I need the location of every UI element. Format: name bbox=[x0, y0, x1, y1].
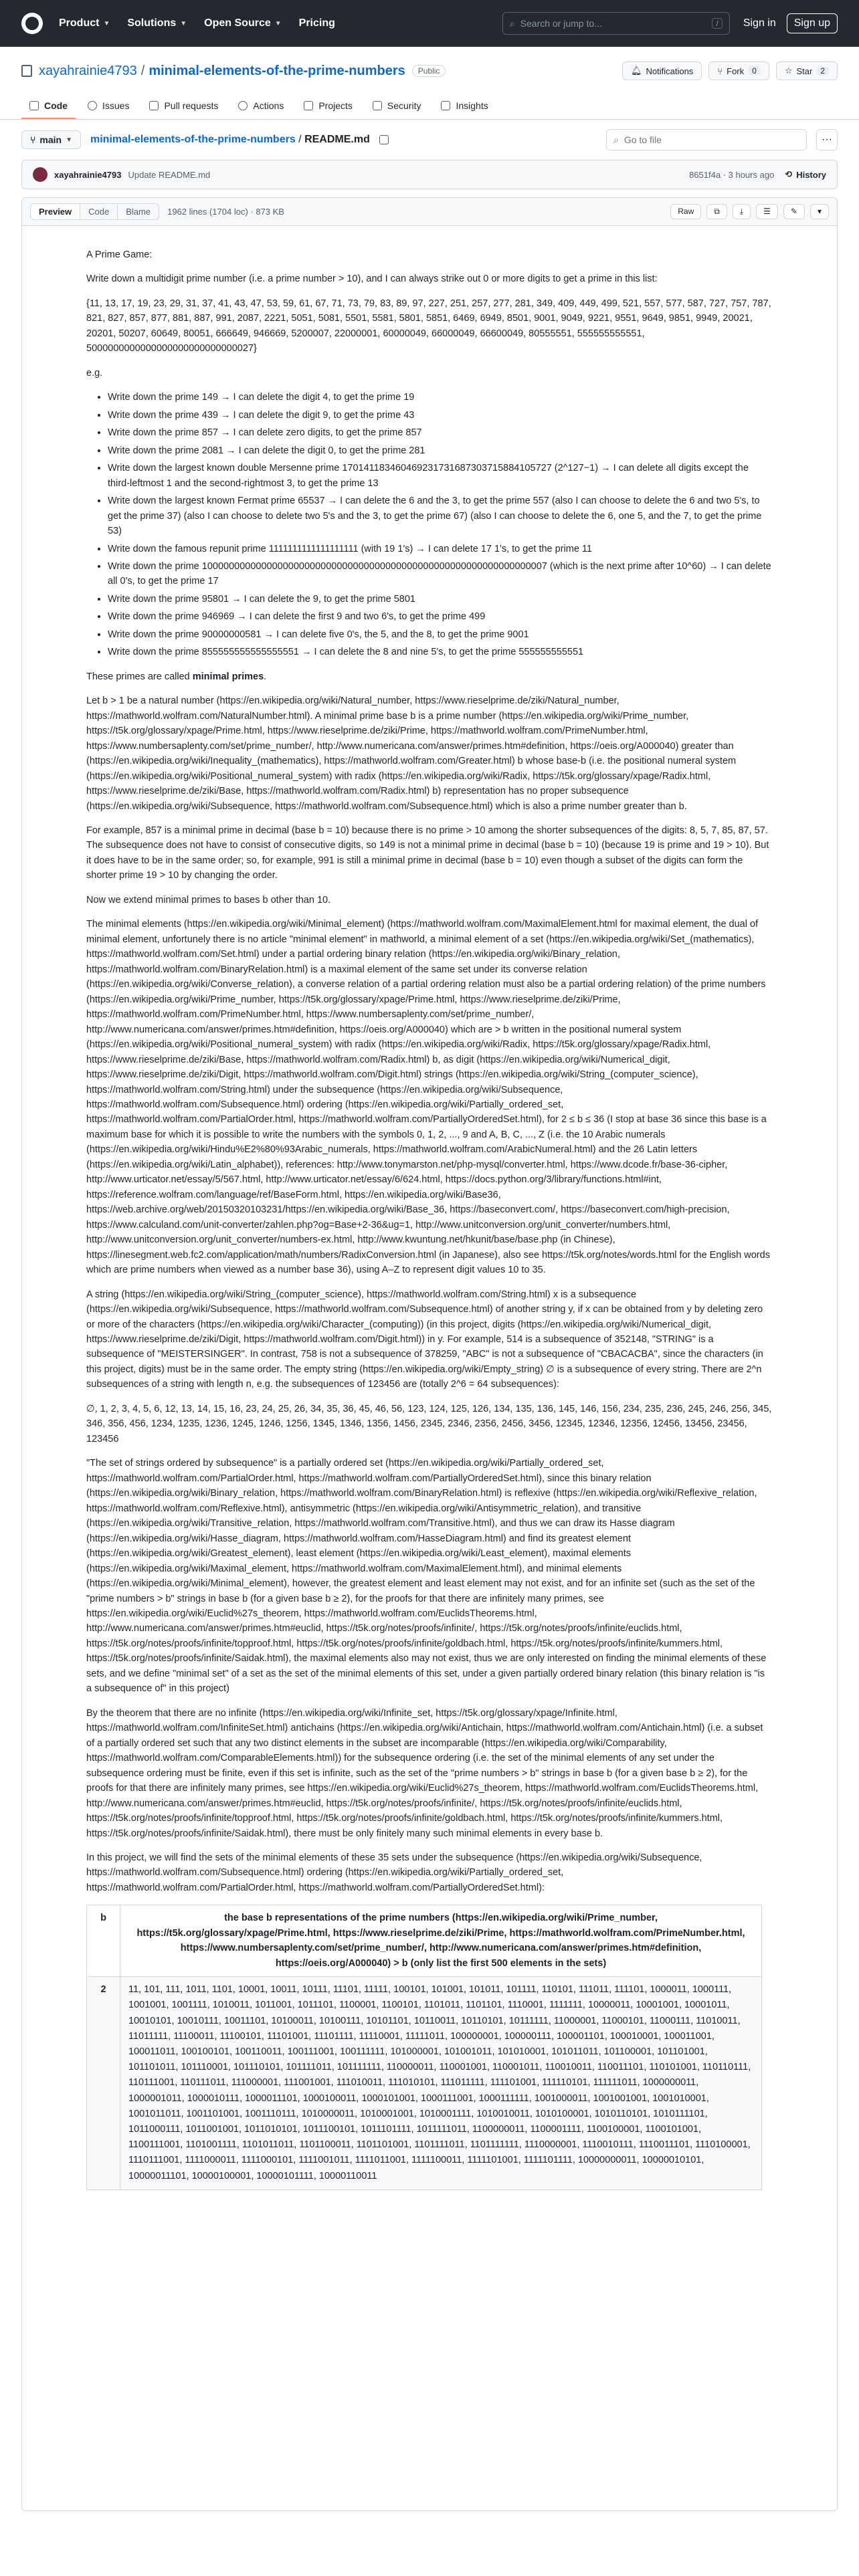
copy-raw-icon[interactable]: ⧉ bbox=[706, 204, 727, 219]
history-link[interactable]: ⟲ History bbox=[785, 169, 826, 180]
view-mode-switch bbox=[30, 203, 159, 220]
minimal-elements-paragraph: The minimal elements (https://en.wikipedia.org/wiki/Minimal_element) (https://mathworld.wolfram.com/MaximalElement.html for maximal element, the dual of minimal element, unfortunely there is no article "minimal element" in mathworld, a minimal element of a set (https://en.wikipedia.org/wiki/Set_(mathematics), https://mathworld.wolfram.com/Set.html) under a partial ordering binary relation (https://en.wikipedia.org/wiki/Binary_relation, https://mathworld.wolfram.com/BinaryRelation.html) is a maximal element of the same set under its converse relation (https://en.wikipedia.org/wiki/Converse_relation), a converse relation of a partial ordering relation must also be a partial ordering relation) of the prime numbers (https://en.wikipedia.org/wiki/Prime_number, https://t5k.org/glossary/xpage/Prime.html, https://www.rieselprime.de/ziki/Prime, https://mathworld.wolfram.com/PrimeNumber.html, https://www.numbersaplenty.com/set/prime_number/, http://www.numericana.com/answer/primes.htm#definition, https://oeis.org/A000040) which are > b written in the positional numeral system (https://en.wikipedia.org/wiki/Positional_numeral_system) with radix (https://en.wikipedia.org/wiki/Radix, https://t5k.org/glossary/xpage/Radix.html, https://www.rieselprime.de/ziki/Base, https://mathworld.wolfram.com/Radix.html) b, as digit (https://en.wikipedia.org/wiki/Numerical_digit, https://www.rieselprime.de/ziki/Digit, https://mathworld.wolfram.com/Digit.html) strings (https://en.wikipedia.org/wiki/String_(computer_science), https://mathworld.wolfram.com/String.html) under the subsequence (https://en.wikipedia.org/wiki/Subsequence, https://mathworld.wolfram.com/Subsequence.html) ordering (https://en.wikipedia.org/wiki/Partially_ordered_set, https://mathworld.wolfram.com/PartialOrder.html, https://mathworld.wolfram.com/PartiallyOrderedSet.html), for 2 ≤ b ≤ 36 (I stop at base 36 since this base is a maximum base for which it is possible to write the numbers with the symbols 0, 1, 2, ..., 9 and A, B, C, ..., Z (i.e. the 10 Arabic numerals (https://en.wikipedia.org/wiki/Hindu%E2%80%93Arabic_numerals, https://mathworld.wolfram.com/ArabicNumeral.html) and the 26 Latin letters (https://en.wikipedia.org/wiki/Latin_alphabet)), references: http://www.tonymarston.net/php-mysql/converter.html, https://www.dcode.fr/base-36-cipher, http://www.urticator.net/essay/5/567.html, http://www.urticator.net/essay/6/624.html, https://docs.python.org/3/library/functions.html#int, https://reference.wolfram.com/language/ref/BaseForm.html, https://en.wikipedia.org/wiki/Base36, https://web.archive.org/web/20150320103231/https://en.wikipedia.org/wiki/Base_36, https://baseconvert.com/, https://baseconvert.com/high-precision, https://www.calculand.com/unit-converter/zahlen.php?og=Base+2-36&ug=1, http://www.unitconversion.org/unit_converter/numbers.html, http://www.unitconversion.org/unit_converter/numbers-ex.html, http://www.kwuntung.net/hkunit/base/base.php (in Chinese), https://linesegment.web.fc2.com/application/math/numbers/RadixConversion.html (in Japanese), also see https://t5k.org/notes/words.html for the English words which are prime numbers when viewed as a number base 36), using A–Z to represent digit values 10 to 35. bbox=[86, 919, 770, 1276]
download-icon[interactable]: ⤓ bbox=[733, 204, 751, 219]
commit-hash-time: 8651f4a · 3 hours ago bbox=[689, 169, 775, 180]
subsequences-paragraph: ∅, 1, 2, 3, 4, 5, 6, 12, 13, 14, 15, 16, 23, 24, 25, 26, 34, 35, 36, 45, 46, 56, 123, 124, 125, 126, 134, 135, 136, 145, 146, 156, 234, 235, 236, 245, 246, 256, 345, 346, 356, 456, 1234, 1235, 1236, 1245, 1246, 1256, 1345, 1346, 1356, 1456, 2345, 2346, 2356, 2456, 3456, 12345, 12346, 12356, 12456, 13456, 23456, 123456 bbox=[86, 1403, 772, 1444]
table-cell-base: 2 bbox=[87, 1977, 120, 2189]
chevron-down-icon: ▼ bbox=[103, 19, 110, 27]
repo-tabs bbox=[21, 94, 838, 119]
breadcrumb-repo-link[interactable]: minimal-elements-of-the-prime-numbers bbox=[90, 134, 296, 145]
list-item: • Write down the largest known Fermat prime 65537 → I can delete the 6 and the 3, to get the prime 557 (also I can choose to delete the 6 and two 5's, to get the prime 37) (also I can choose to delete two 5's and the 3, to get the prime 67) (also I can choose to delete the 6, one 5, and the 7, to get the prime 53) bbox=[108, 494, 773, 538]
play-icon bbox=[238, 101, 248, 110]
commit-message-link[interactable]: Update README.md bbox=[128, 169, 211, 180]
ordering-paragraph: "The set of strings ordered by subsequence" is a partially ordered set (https://en.wikipedia.org/wiki/Partially_ordered_set, https://mathworld.wolfram.com/PartialOrder.html, https://mathworld.wolfram.com/PartiallyOrderedSet.html), since this binary relation (https://en.wikipedia.org/wiki/Binary_relation, https://mathworld.wolfram.com/BinaryRelation.html) is reflexive (https://en.wikipedia.org/wiki/Reflexive_relation, https://mathworld.wolfram.com/Reflexive.html), antisymmetric (https://en.wikipedia.org/wiki/Antisymmetric_relation), and transitive (https://en.wikipedia.org/wiki/Transitive_relation, https://mathworld.wolfram.com/Transitive.html), and thus we can draw its Hasse diagram (https://en.wikipedia.org/wiki/Hasse_diagram, https://mathworld.wolfram.com/HasseDiagram.html) and find its greatest element (https://en.wikipedia.org/wiki/Greatest_element), least element (https://en.wikipedia.org/wiki/Least_element), maximal elements (https://en.wikipedia.org/wiki/Maximal_element, https://mathworld.wolfram.com/MaximalElement.html), and minimal elements (https://en.wikipedia.org/wiki/Minimal_element), however, the greatest element and least element may not exist, and for an infinite set (such as the set of the "prime numbers > b" strings in base b (for a given base b ≥ 2), for the proofs for that there are infinitely many primes, see https://en.wikipedia.org/wiki/Euclid%27s_theorem, https://mathworld.wolfram.com/EuclidsTheorems.html, http://www.numericana.com/answer/primes.htm#euclid, https://t5k.org/notes/proofs/infinite/, https://t5k.org/notes/proofs/infinite/euclids.html, https://t5k.org/notes/proofs/infinite/topproof.html, https://t5k.org/notes/proofs/infinite/goldbach.html, https://t5k.org/notes/proofs/infinite/kummers.html, https://t5k.org/notes/proofs/infinite/Saidak.html), the maximal elements also may not exist, thus we are only interested on finding the minimal elements of these sets, and we define "minimal set" of a set as the set of the minimal elements of this set, under a given partially ordered binary relation (this binary relation is "is a subsequence of" in this project) bbox=[86, 1458, 767, 1695]
tab-issues[interactable]: Issues bbox=[80, 94, 137, 119]
project-paragraph: In this project, we will find the sets of the minimal elements of these 35 sets under the subsequence (https://en.wikipedia.org/wiki/Subsequence, https://mathworld.wolfram.com/Subsequence.html) ordering (https://en.wikipedia.org/wiki/Partially_ordered_set, https://mathworld.wolfram.com/PartialOrder.html, https://mathworld.wolfram.com/PartiallyOrderedSet.html): bbox=[86, 1852, 702, 1893]
intro-title: A Prime Game: bbox=[86, 249, 153, 260]
fork-icon: ⑂ bbox=[717, 66, 723, 76]
string-paragraph: A string (https://en.wikipedia.org/wiki/String_(computer_science), https://mathworld.wolfram.com/String.html) x is a subsequence (https://en.wikipedia.org/wiki/Subsequence, https://mathworld.wolfram.com/Subsequence.html) of another string y, if x can be obtained from y by deleting zero or more of the characters (https://en.wikipedia.org/wiki/Character_(computing)) (in this project, digits (https://en.wikipedia.org/wiki/Numerical_digit, https://www.rieselprime.de/ziki/Digit, https://mathworld.wolfram.com/Digit.html)) in y. For example, 514 is a subsequence of 352148, "STRING" is a subsequence of "MEISTERSINGER". In contrast, 758 is not a subsequence of 378259, "ABC" is not a subsequence of "CBACACBA", since the characters (in this project, digits) must be in the same order. The empty string (https://en.wikipedia.org/wiki/Empty_string) ∅ is a subsequence of every string. There are 2^n subsequences of a string with length n, e.g. the subsequences of 123456 are (totally 2^6 = 64 subsequences): bbox=[86, 1289, 763, 1390]
preview-mode-button[interactable]: Preview bbox=[31, 204, 80, 219]
issue-icon bbox=[88, 101, 97, 110]
list-icon[interactable]: ☰ bbox=[756, 204, 778, 219]
file-info: 1962 lines (1704 loc) · 873 KB bbox=[167, 207, 284, 217]
minimal-primes-list: {11, 13, 17, 19, 23, 29, 31, 37, 41, 43, 47, 53, 59, 61, 67, 71, 73, 79, 83, 89, 97, 227, 251, 257, 277, 281, 349, 409, 449, 499, 521, 557, 577, 587, 727, 757, 787, 821, 827, 857, 877, 881, 887, 991, 2087, 2221, 5051, 5081, 5501, 5581, 5801, 5851, 6469, 6949, 8501, 9001, 9049, 9221, 9551, 9649, 9851, 9949, 20021, 20201, 50207, 60649, 80051, 666649, 946669, 5200007, 22000001, 60000049, 66000049, 66600049, 80555551, 555555555551, 5000000000000000000000000000027} bbox=[86, 298, 771, 354]
eg-label: e.g. bbox=[86, 367, 103, 379]
repo-icon bbox=[21, 65, 32, 77]
file-toolbar bbox=[22, 198, 837, 226]
table-cell-values: 11, 101, 111, 1011, 1101, 10001, 10011, 10111, 11101, 11111, 100101, 101001, 101011, 101111, 110101, 111011, 111101, 1000011, 1000111, 1001001, 1001111, 1010011, 1011001, 1011101, 1100001, 1100101, 1101011, 1101101, 1110001, 1111111, 10000011, 10001001, 10001011, 10010101, 10010111, 10011101, 10100011, 10100111, 10101101, 10110011, 10110101, 10111111, 11000001, 11000101, 11000111, 11010011, 11011111, 11100011, 11100101, 11101001, 11101111, 11110001, 11111011, 100000001, 100000111, 100001101, 100010001, 100011001, 100011011, 100100101, 100110011, 100111001, 100111111, 101000001, 101001011, 101010001, 101011011, 101100001, 101101001, 101101011, 101110001, 101110101, 101111011, 101111111, 110000011, 110001001, 110001011, 110010011, 110011101, 110101001, 110110111, 110111001, 110111011, 111000001, 111001001, 111010011, 111010101, 111011111, 111101001, 111110101, 111111011, 1000000011, 1000001011, 1000010111, 1000011101, 1000100011, 1000101001, 1000111001, 1000111111, 1001000011, 1001001001, 1001010001, 1001011011, 1001101001, 1001110111, 1010000011, 1010001001, 1010001111, 1010010011, 1010100001, 1010110101, 1010111101, 1011000111, 1011001001, 1011010101, 1011100101, 1011101111, 1011111011, 1100000011, 1100001111, 1100100001, 1100101001, 1100111001, 1101001111, 1101011011, 1101100011, 1101101001, 1101111011, 1101111111, 1110000001, 1110010111, 1110011101, 1110100001, 1110111001, 1111000011, 1111000101, 1111001011, 1111011001, 1111100011, 1111101001, 1111101111, 10000000011, 10000010101, 10000011101, 10000100001, 10000101111, 10000110011 bbox=[120, 1977, 762, 2189]
star-icon: ☆ bbox=[784, 66, 793, 76]
more-options-button[interactable]: ··· bbox=[816, 129, 838, 150]
list-item: • Write down the prime 90000000581 → I can delete five 0's, the 5, and the 8, to get the prime 9001 bbox=[108, 627, 773, 642]
bell-icon: 🔔︎ bbox=[630, 66, 642, 76]
list-item: • Write down the prime 95801 → I can delete the 9, to get the prime 5801 bbox=[108, 592, 773, 607]
shield-icon bbox=[373, 101, 382, 110]
chevron-down-icon: ▼ bbox=[66, 136, 72, 144]
edit-icon[interactable]: ✎ bbox=[783, 204, 805, 219]
avatar[interactable] bbox=[33, 167, 47, 182]
notifications-button[interactable]: 🔔︎ Notifications bbox=[622, 62, 702, 80]
code-icon bbox=[29, 101, 39, 110]
definition-paragraph: Let b > 1 be a natural number (https://en.wikipedia.org/wiki/Natural_number, https://www.rieselprime.de/ziki/Natural_number, https://mathworld.wolfram.com/NaturalNumber.html). A minimal prime base b is a prime number (https://en.wikipedia.org/wiki/Prime_number, https://t5k.org/glossary/xpage/Prime.html, https://www.rieselprime.de/ziki/Prime, https://mathworld.wolfram.com/PrimeNumber.html, https://www.numbersaplenty.com/set/prime_number/, http://www.numericana.com/answer/primes.htm#definition, https://oeis.org/A000040) greater than (https://en.wikipedia.org/wiki/Inequality_(mathematics), https://mathworld.wolfram.com/Greater.html) b whose base-b (i.e. the positional numeral system (https://en.wikipedia.org/wiki/Positional_numeral_system) with radix (https://en.wikipedia.org/wiki/Radix, https://t5k.org/glossary/xpage/Radix.html, https://www.rieselprime.de/ziki/Base, https://mathworld.wolfram.com/Radix.html) b) representation has no proper subsequence (https://en.wikipedia.org/wiki/Subsequence, https://mathworld.wolfram.com/Subsequence.html) which is also a prime number greater than b. bbox=[86, 695, 737, 812]
list-item: • Write down the prime 149 → I can delete the digit 4, to get the prime 19 bbox=[108, 390, 773, 405]
tab-code[interactable]: Code bbox=[21, 94, 76, 119]
sign-up-button[interactable]: Sign up bbox=[787, 13, 838, 33]
list-item: • Write down the prime 855555555555555551 → I can delete the 8 and nine 5's, to get the prime 555555555551 bbox=[108, 645, 773, 659]
repo-separator: / bbox=[140, 63, 145, 78]
table-header-b: b bbox=[87, 1905, 120, 1977]
tab-projects[interactable]: Projects bbox=[296, 94, 361, 119]
repo-owner-link[interactable]: xayahrainie4793 bbox=[39, 63, 137, 78]
github-logo-icon[interactable] bbox=[21, 13, 43, 34]
branch-selector[interactable]: ⑂ main ▼ bbox=[21, 130, 81, 149]
fork-count: 0 bbox=[748, 66, 761, 76]
readme-content bbox=[22, 226, 837, 2212]
search-icon: ⌕ bbox=[613, 134, 619, 145]
graph-icon bbox=[441, 101, 450, 110]
chevron-down-icon: ▼ bbox=[274, 19, 282, 27]
pull-request-icon bbox=[149, 101, 159, 110]
global-nav bbox=[59, 17, 335, 29]
nav-solutions[interactable]: Solutions ▼ bbox=[127, 17, 187, 29]
star-count: 2 bbox=[816, 66, 829, 76]
list-item: • Write down the prime 946969 → I can delete the first 9 and two 6's, to get the prime 499 bbox=[108, 609, 773, 624]
branch-icon: ⑂ bbox=[30, 134, 36, 145]
list-item: • Write down the prime 2081 → I can delete the digit 0, to get the prime 281 bbox=[108, 443, 773, 458]
go-to-file-input[interactable]: ⌕ Go to file bbox=[606, 129, 807, 150]
theorem-paragraph: By the theorem that there are no infinite (https://en.wikipedia.org/wiki/Infinite_set, https://t5k.org/glossary/xpage/Infinite.html, https://mathworld.wolfram.com/InfiniteSet.html) antichains (https://en.wikipedia.org/wiki/Antichain, https://mathworld.wolfram.com/Antichain.html) (i.e. a subset of a partially ordered set such that any two distinct elements in the subset are incomparable (https://en.wikipedia.org/wiki/Comparability, https://mathworld.wolfram.com/ComparableElements.html)) for the subsequence ordering (i.e. the set of the minimal elements of any set under the subsequence ordering must be finite, even if this set is infinite, such as the set of the "prime numbers > b" strings in base b (for a given base b ≥ 2), for the proofs for that there are infinitely many primes, see https://en.wikipedia.org/wiki/Euclid%27s_theorem, https://mathworld.wolfram.com/EuclidsTheorems.html, http://www.numericana.com/answer/primes.htm#euclid, https://t5k.org/notes/proofs/infinite/, https://t5k.org/notes/proofs/infinite/euclids.html, https://t5k.org/notes/proofs/infinite/topproof.html, https://t5k.org/notes/proofs/infinite/goldbach.html, https://t5k.org/notes/proofs/infinite/kummers.html, https://t5k.org/notes/proofs/infinite/Saidak.html), there must be only finitely many such minimal elements in every base b. bbox=[86, 1707, 763, 1839]
history-icon: ⟲ bbox=[785, 169, 793, 179]
extend-paragraph: Now we extend minimal primes to bases b other than 10. bbox=[86, 894, 331, 905]
global-header bbox=[0, 0, 859, 47]
breadcrumb: minimal-elements-of-the-prime-numbers / README.md bbox=[90, 134, 370, 145]
search-shortcut-key: / bbox=[712, 18, 722, 29]
example-paragraph: For example, 857 is a minimal prime in decimal (base b = 10) because there is no prime > 10 among the shorter subsequences of the digits: 8, 5, 7, 85, 87, 57. The subsequence does not have to consist of consecutive digits, so 149 is not a minimal prime in decimal (base b = 10) (because 19 is prime and 19 > 10). But it does have to be in the same order; so, for example, 991 is still a minimal prime in decimal (base b = 10) even though a subset of the digits can form the shorter prime 19 > 10 by changing the order. bbox=[86, 825, 769, 881]
copy-path-icon[interactable] bbox=[379, 135, 389, 144]
file-viewer bbox=[21, 197, 838, 2511]
tab-security[interactable]: Security bbox=[365, 94, 430, 119]
commit-author-link[interactable]: xayahrainie4793 bbox=[54, 169, 122, 180]
latest-commit-bar bbox=[21, 160, 838, 189]
chevron-down-icon[interactable]: ▾ bbox=[810, 204, 829, 219]
repo-header bbox=[0, 47, 859, 120]
base-primes-table bbox=[86, 1905, 762, 2189]
code-mode-button[interactable]: Code bbox=[80, 204, 118, 219]
examples-list bbox=[86, 390, 773, 660]
list-item: • Write down the prime 857 → I can delete zero digits, to get the prime 857 bbox=[108, 425, 773, 440]
blame-mode-button[interactable]: Blame bbox=[126, 207, 151, 217]
visibility-badge: Public bbox=[412, 65, 446, 77]
list-item: • Write down the famous repunit prime 1111111111111111111 (with 19 1's) → I can delete 17 1's, to get the prime 11 bbox=[108, 542, 773, 556]
nav-open-source[interactable]: Open Source ▼ bbox=[204, 17, 282, 29]
minimal-primes-term: minimal primes bbox=[192, 671, 264, 682]
nav-pricing[interactable]: Pricing bbox=[298, 17, 335, 29]
global-search-input[interactable]: ⌕ Search or jump to... / bbox=[502, 12, 730, 35]
file-navigation bbox=[0, 120, 859, 160]
table-row bbox=[87, 1977, 762, 2189]
list-item: • Write down the largest known double Mersenne prime 170141183460469231731687303715884105727 (2^127−1) → I can delete all digits except the third-leftmost 1 and the second-rightmost 3, to get the prime 13 bbox=[108, 461, 773, 491]
intro-text: Write down a multidigit prime number (i.e. a prime number > 10), and I can always strike out 0 or more digits to get a prime in this list: bbox=[86, 274, 658, 285]
chevron-down-icon: ▼ bbox=[180, 19, 187, 27]
table-icon bbox=[304, 101, 313, 110]
repo-name-link[interactable]: minimal-elements-of-the-prime-numbers bbox=[149, 63, 405, 78]
raw-button[interactable]: Raw bbox=[670, 204, 701, 219]
list-item: • Write down the prime 1000000000000000000000000000000000000000000000000000000000000007 (which is the next prime after 10^60) → I can delete all 0's, to get the prime 17 bbox=[108, 559, 773, 589]
table-header-primes: the base b representations of the prime numbers (https://en.wikipedia.org/wiki/Prime_number, https://t5k.org/glossary/xpage/Prime.html, https://www.rieselprime.de/ziki/Prime, https://mathworld.wolfram.com/PrimeNumber.html, https://www.numbersaplenty.com/set/prime_number/, http://www.numericana.com/answer/primes.htm#definition, https://oeis.org/A000040) > b (only list the first 500 elements in the sets) bbox=[120, 1905, 762, 1977]
fork-button[interactable]: ⑂ Fork 0 bbox=[708, 62, 769, 80]
breadcrumb-file: README.md bbox=[304, 134, 370, 145]
search-icon: ⌕ bbox=[509, 17, 515, 29]
star-button[interactable]: ☆ Star 2 bbox=[776, 62, 838, 80]
called-paragraph: These primes are called minimal primes. bbox=[86, 671, 267, 682]
tab-insights[interactable]: Insights bbox=[433, 94, 496, 119]
list-item: • Write down the prime 439 → I can delete the digit 9, to get the prime 43 bbox=[108, 408, 773, 423]
tab-pull-requests[interactable]: Pull requests bbox=[141, 94, 226, 119]
tab-actions[interactable]: Actions bbox=[230, 94, 292, 119]
sign-in-link[interactable]: Sign in bbox=[743, 17, 776, 29]
nav-product[interactable]: Product ▼ bbox=[59, 17, 110, 29]
